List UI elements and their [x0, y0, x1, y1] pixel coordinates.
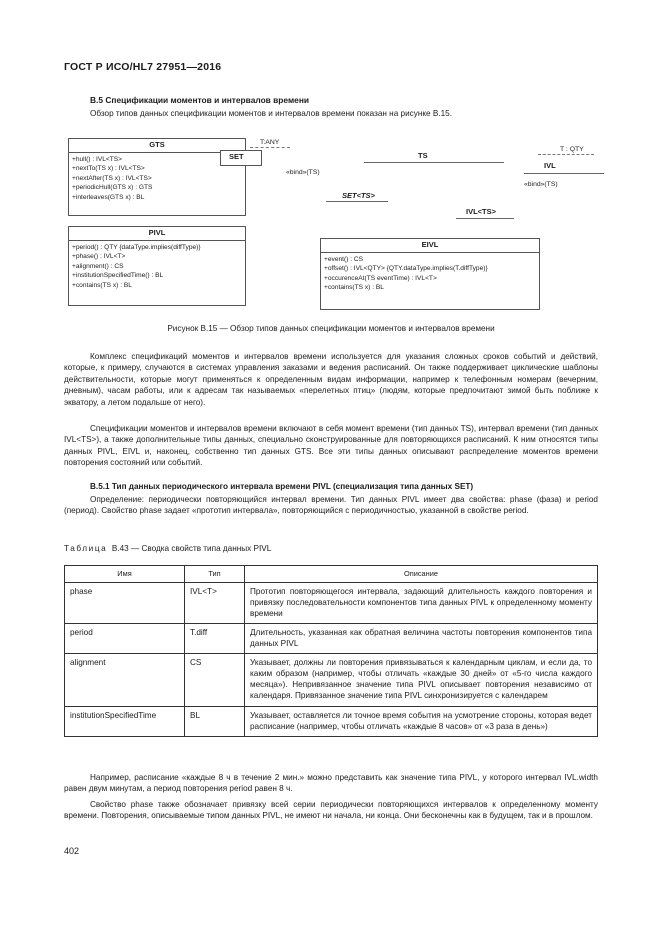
bind-left-label: «bind»(TS) — [286, 169, 320, 176]
gts-method: +hull() : IVL<TS> — [72, 155, 123, 163]
pivl-methods — [69, 241, 245, 293]
eivl-class-box — [320, 238, 540, 310]
document-header: ГОСТ Р ИСО/HL7 27951—2016 — [64, 61, 222, 73]
t-any-label: T:ANY — [260, 139, 280, 146]
pivl-method: +contains(TS x) : BL — [72, 281, 132, 289]
eivl-class-name: EIVL — [321, 239, 539, 253]
cell-description: Указывает, оставляется ли точное время события на усмотрение стороны, которая ведет расписание (например, чтобы отличать «каждые 8 часов» от «3 раза в день») — [245, 706, 598, 736]
pivl-properties-table — [64, 565, 598, 737]
pivl-method: +alignment() : CS — [72, 262, 124, 270]
eivl-method: +offset() : IVL<QTY> {QTY.dataType.implies(T.diffType)} — [324, 265, 488, 273]
ivl-line — [524, 173, 604, 174]
ivl-ts-line — [456, 218, 514, 219]
eivl-method: +contains(TS x) : BL — [324, 284, 384, 292]
ivl-label: IVL — [544, 161, 556, 170]
ts-label: TS — [418, 151, 428, 160]
figure-caption: Рисунок В.15 — Обзор типов данных спецификации моментов и интервалов времени — [167, 324, 495, 333]
page-number: 402 — [64, 846, 80, 856]
paragraph-2: Спецификации моментов и интервалов времени включают в себя момент времени (тип данных TS), интервал времени (тип данных IVL<TS>), а также дополнительные типы данных, специально сконструированные для повторяющихся расписаний. К ним относятся типы данных PIVL, EIVL и, наконец, собственно тип данных GTS. Все эти типы данных описывают распределение моментов времени повторения состояний или событий. — [64, 424, 598, 468]
paragraph-3: Определение: периодически повторяющийся интервал времени. Тип данных PIVL имеет два свойства: phase (фаза) и period (период). Свойство phase задает «прототип интервала», повторяющийся с периодичностью, указанной в свойстве period. — [64, 495, 598, 516]
subsection-title: В.5.1 Тип данных периодического интервала времени PIVL (специализация типа данных SET) — [90, 482, 474, 491]
paragraph-1: Комплекс спецификаций моментов и интервалов времени используется для указания сложных сроков событий и действий, которые, к примеру, случаются в системах управления заказами и ведения расписаний. Он также поддерживает циклические шаблоны действительности, которые могут применяться к определенным видам информации, например к телефонным номерам (вечерним, дневным), часам работы, или к адресам так называемых «перелетных птиц» (людям, которые предпочитают зимой быть поближе к экватору, а летом подальше от него). — [64, 352, 598, 407]
eivl-method: +occurenceAt(TS eventTime) : IVL<T> — [324, 274, 437, 282]
cell-name: phase — [65, 582, 185, 623]
set-ts-line — [326, 201, 388, 202]
uml-diagram — [64, 130, 604, 320]
set-template-line — [250, 147, 290, 148]
cell-description: Прототип повторяющегося интервала, задающий длительность каждого повторения и привязку последовательности компонентов типа данных PIVL к определенному моменту времени — [245, 582, 598, 623]
cell-name: institutionSpecifiedTime — [65, 706, 185, 736]
t-qty-label: T : QTY — [560, 146, 584, 153]
table-row — [65, 706, 598, 736]
gts-method: +nextTo(TS x) : IVL<TS> — [72, 165, 145, 173]
cell-description: Длительность, указанная как обратная величина частоты повторения компонентов типа данных PIVL — [245, 624, 598, 654]
set-label: SET — [229, 152, 244, 161]
table-row — [65, 582, 598, 623]
cell-type: BL — [185, 706, 245, 736]
cell-description: Указывает, должны ли повторения привязываться к календарным циклам, и если да, то каким образом (например, чтобы отличать «каждые 30 дней» от «5-го числа каждого месяца»). Непривязанное значение типа PIVL описывает повторения независимо от календаря. Привязанное значение типа PIVL синхронизируется с календарем — [245, 654, 598, 706]
cell-name: period — [65, 624, 185, 654]
cell-type: T.diff — [185, 624, 245, 654]
table-caption-word: Таблица — [64, 544, 108, 553]
bind-right-label: «bind»(TS) — [524, 181, 558, 188]
col-header-description: Описание — [245, 566, 598, 583]
ts-line — [364, 162, 504, 163]
intro-paragraph: Обзор типов данных спецификации моментов и интервалов времени показан на рисунке В.15. — [90, 109, 452, 118]
paragraph-4: Например, расписание «каждые 8 ч в течение 2 мин.» можно представить как значение типа PIVL, у которого интервал IVL.width равен двум минутам, а период повторения period равен 8 ч. — [64, 773, 598, 794]
pivl-method: +institutionSpecifiedTime() : BL — [72, 272, 164, 280]
table-caption-text: В.43 — Сводка свойств типа данных PIVL — [111, 544, 272, 553]
cell-name: alignment — [65, 654, 185, 706]
gts-method: +interleaves(GTS x) : BL — [72, 193, 145, 201]
pivl-method: +period() : QTY {dataType.implies(diffType)} — [72, 243, 201, 251]
ivl-ts-label: IVL<TS> — [466, 207, 497, 216]
pivl-class-box — [68, 226, 246, 306]
gts-class-name: GTS — [69, 139, 245, 153]
gts-methods — [69, 153, 245, 205]
pivl-class-name: PIVL — [69, 227, 245, 241]
set-ts-label: SET<TS> — [342, 191, 375, 200]
table-header-row — [65, 566, 598, 583]
set-class-box — [220, 150, 262, 166]
col-header-name: Имя — [65, 566, 185, 583]
gts-method: +nextAfter(TS x) : IVL<TS> — [72, 174, 152, 182]
eivl-methods — [321, 253, 539, 295]
table-caption — [64, 543, 271, 554]
pivl-method: +phase() : IVL<T> — [72, 253, 126, 261]
cell-type: CS — [185, 654, 245, 706]
col-header-type: Тип — [185, 566, 245, 583]
gts-method: +periodicHull(GTS x) : GTS — [72, 184, 153, 192]
table-row — [65, 654, 598, 706]
cell-type: IVL<T> — [185, 582, 245, 623]
ivl-template-line — [538, 154, 594, 155]
eivl-method: +event() : CS — [324, 255, 364, 263]
section-title: В.5 Спецификации моментов и интервалов времени — [90, 95, 310, 105]
table-row — [65, 624, 598, 654]
paragraph-5: Свойство phase также обозначает привязку всей серии периодически повторяющихся интервалов к определенному моменту времени. Повторения, описываемые типом данных PIVL, не имеют ни начала, ни конца. Они бесконечны как в будущем, так и в прошлом. — [64, 800, 598, 821]
